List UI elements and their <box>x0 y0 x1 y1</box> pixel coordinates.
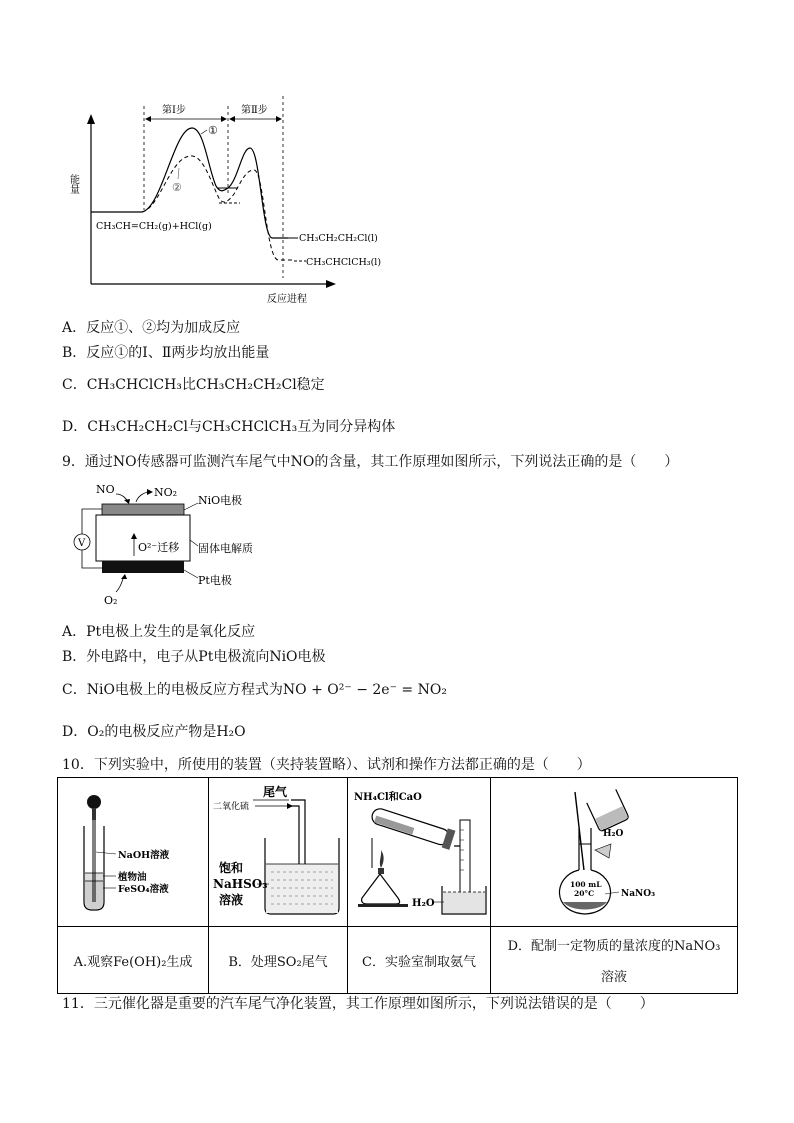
apparatus-d-figure <box>491 778 737 922</box>
y-axis-arrow <box>87 114 95 124</box>
pt-electrode <box>102 561 184 573</box>
naoh-label: NaOH溶液 <box>118 850 170 861</box>
q8-option-c: C．CH₃CHClCH₃比CH₃CH₂CH₂Cl稳定 <box>62 377 325 393</box>
water-d-label: H₂O <box>603 829 624 839</box>
curve1-label: ① <box>208 124 218 137</box>
q9-option-d: D．O₂的电极反应产物是H₂O <box>62 724 246 740</box>
nio-label: NiO电极 <box>198 494 243 507</box>
apparatus-c-figure <box>348 778 490 922</box>
flask-temp-label: 20°C <box>574 889 595 898</box>
apparatus-b-figure <box>209 778 347 922</box>
electrolyte-label: 固体电解质 <box>198 542 253 555</box>
oil-label: 植物油 <box>118 872 147 883</box>
energy-diagram <box>62 88 382 310</box>
no-sensor-diagram <box>66 478 266 612</box>
o2-label: O₂ <box>104 594 118 607</box>
so2-label: 二氧化硫 <box>213 802 250 812</box>
curve-2 <box>142 156 294 260</box>
solution-label: 溶液 <box>219 893 244 907</box>
q11-stem: 11．三元催化器是重要的汽车尾气净化装置，其工作原理如图所示，下列说法错误的是（ ） <box>62 996 654 1012</box>
caption-b: B．处理SO₂尾气 <box>209 927 348 994</box>
no-label: NO <box>96 483 115 496</box>
caption-d-line1: D．配制一定物质的量浓度的NaNO₃ <box>507 939 721 954</box>
voltmeter-label: V <box>78 538 86 549</box>
dropper-bulb <box>87 795 101 809</box>
y-axis-label: 能量 <box>67 174 79 194</box>
nio-electrode <box>102 504 184 515</box>
caption-d-line2: 溶液 <box>600 970 627 985</box>
o2-migration-label: O²⁻迁移 <box>138 541 180 554</box>
q9-option-a: A．Pt电极上发生的是氧化反应 <box>62 624 256 640</box>
nh4cl-cao-label: NH₄Cl和CaO <box>354 792 422 803</box>
flask-volume-label: 100 mL <box>570 880 602 889</box>
caption-a: A.观察Fe(OH)₂生成 <box>58 927 209 994</box>
tail-gas-label: 尾气 <box>263 785 288 799</box>
curve2-label: ② <box>172 181 182 194</box>
q10-stem: 10．下列实验中，所使用的装置（夹持装置略）、试剂和操作方法都正确的是（ ） <box>62 757 591 773</box>
nano3-label: NaNO₃ <box>621 889 656 899</box>
product2-label: CH₃CHClCH₃(l) <box>306 257 382 268</box>
apparatus-d <box>491 778 738 927</box>
apparatus-c <box>348 778 491 927</box>
step2-label: 第Ⅱ步 <box>241 105 268 116</box>
feso4-label: FeSO₄溶液 <box>118 884 169 895</box>
q9-option-b: B．外电路中，电子从Pt电极流向NiO电极 <box>62 649 326 665</box>
q10-table <box>57 777 738 994</box>
q8-option-b: B．反应①的Ⅰ、Ⅱ两步均放出能量 <box>62 345 270 361</box>
q8-option-d: D．CH₃CH₂CH₂Cl与CH₃CHClCH₃互为同分异构体 <box>62 419 396 435</box>
nahso3-label: NaHSO₃ <box>213 877 268 891</box>
product1-label: CH₃CH₂CH₂Cl(l) <box>299 233 378 244</box>
q9-stem: 9．通过NO传感器可监测汽车尾气中NO的含量，其工作原理如图所示，下列说法正确的是（ ） <box>62 454 679 470</box>
water-label: H₂O <box>412 898 435 909</box>
apparatus-b <box>209 778 348 927</box>
step1-label: 第Ⅰ步 <box>162 105 186 116</box>
pt-label: Pt电极 <box>198 574 232 587</box>
reactants-label: CH₃CH=CH₂(g)+HCl(g) <box>96 221 212 232</box>
solid-electrolyte <box>96 515 190 561</box>
apparatus-a-figure <box>58 778 208 922</box>
no2-label: NO₂ <box>154 486 178 499</box>
x-axis-arrow <box>326 280 336 288</box>
apparatus-a <box>58 778 209 927</box>
x-axis-label: 反应进程 <box>267 294 307 305</box>
saturated-label: 饱和 <box>219 861 244 875</box>
q9-option-c: C．NiO电极上的电极反应方程式为NO + O²⁻ − 2e⁻ = NO₂ <box>62 682 447 698</box>
caption-c: C．实验室制取氨气 <box>348 927 491 994</box>
caption-d <box>491 927 738 994</box>
q8-option-a: A．反应①、②均为加成反应 <box>62 320 241 336</box>
